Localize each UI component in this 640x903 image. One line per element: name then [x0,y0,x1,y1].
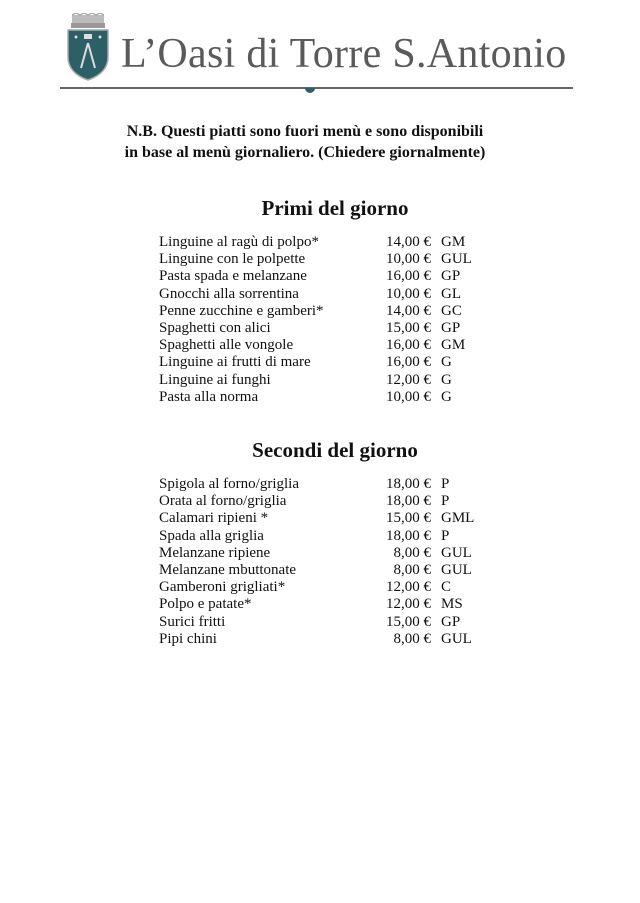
item-name: Penne zucchine e gamberi* [159,302,324,319]
item-name: Spaghetti con alici [159,320,271,337]
item-name: Gamberoni grigliati* [159,579,286,596]
item-code: G [441,354,452,371]
menu-item [159,596,474,613]
menu-item [159,545,474,562]
item-name: Melanzane mbuttonate [159,562,297,579]
brand-title: L’Oasi di Torre S.Antonio [121,31,567,77]
menu-item [159,631,474,648]
item-name: Surici fritti [159,613,226,630]
item-name: Orata al forno/griglia [159,493,287,510]
note-line: in base al menù giornaliero. (Chiedere giornalmente) [124,144,486,161]
note-line: N.B. Questi piatti sono fuori menù e sono disponibili [126,123,484,140]
item-code: P [441,476,450,492]
item-code: GP [441,268,461,285]
menu-item [159,234,472,251]
item-name: Melanzane ripiene [159,544,271,561]
item-name: Gnocchi alla sorrentina [159,285,299,302]
menu-item [159,354,472,371]
item-code: GUL [441,630,472,647]
item-name: Linguine ai funghi [159,371,271,388]
item-price: 18,00 € [386,493,431,510]
item-code: G [441,371,452,388]
item-price: 14,00 € [386,302,431,319]
item-price: 8,00 € [393,630,431,647]
item-price: 8,00 € [393,544,431,561]
menu-item [159,372,472,389]
item-code: GM [441,234,466,250]
item-price: 15,00 € [386,510,431,527]
menu-item [159,528,474,545]
item-code: GL [441,285,461,302]
item-name: Pasta spada e melanzane [159,268,307,285]
item-name: Linguine ai frutti di mare [159,354,311,371]
item-price: 14,00 € [386,234,431,250]
item-code: GUL [441,544,472,561]
item-name: Pasta alla norma [159,388,259,405]
primi-list [159,234,472,406]
item-name: Spigola al forno/griglia [159,476,299,492]
item-name: Linguine al ragù di polpo* [159,234,319,250]
item-code: GML [441,510,475,527]
item-price: 10,00 € [386,388,431,405]
divider-ornament [305,88,315,93]
item-code: GUL [441,251,472,268]
crest-logo-icon [66,13,110,81]
item-code: P [441,527,450,544]
menu-item [159,614,474,631]
menu-item [159,510,474,527]
item-price: 16,00 € [386,354,431,371]
item-price: 8,00 € [393,562,431,579]
item-code: P [441,493,450,510]
item-price: 18,00 € [386,476,431,492]
menu-item [159,303,472,320]
item-code: GP [441,320,461,337]
secondi-list [159,476,474,648]
menu-item [159,268,472,285]
item-price: 12,00 € [386,579,431,596]
header-divider [60,87,573,89]
menu-item [159,579,474,596]
item-price: 16,00 € [386,268,431,285]
item-name: Linguine con le polpette [159,251,306,268]
item-name: Polpo e patate* [159,596,252,613]
item-name: Calamari ripieni * [159,510,269,527]
item-price: 10,00 € [386,285,431,302]
item-price: 12,00 € [386,371,431,388]
item-code: GP [441,613,461,630]
menu-item [159,251,472,268]
item-name: Spaghetti alle vongole [159,337,294,354]
item-price: 12,00 € [386,596,431,613]
item-code: GC [441,302,462,319]
section-title-secondi: Secondi del giorno [252,438,418,462]
item-price: 15,00 € [386,320,431,337]
menu-item [159,476,474,493]
item-price: 16,00 € [386,337,431,354]
menu-item [159,389,472,406]
item-code: GUL [441,562,472,579]
menu-item [159,562,474,579]
section-title-primi: Primi del giorno [261,196,409,220]
menu-item [159,493,474,510]
item-name: Spada alla griglia [159,527,264,544]
item-code: GM [441,337,466,354]
item-price: 10,00 € [386,251,431,268]
item-name: Pipi chini [159,630,217,647]
item-price: 15,00 € [386,613,431,630]
item-code: C [441,579,452,596]
item-code: MS [441,596,463,613]
menu-item [159,320,472,337]
item-price: 18,00 € [386,527,431,544]
availability-note [0,121,610,163]
item-code: G [441,388,452,405]
menu-item [159,337,472,354]
menu-item [159,286,472,303]
